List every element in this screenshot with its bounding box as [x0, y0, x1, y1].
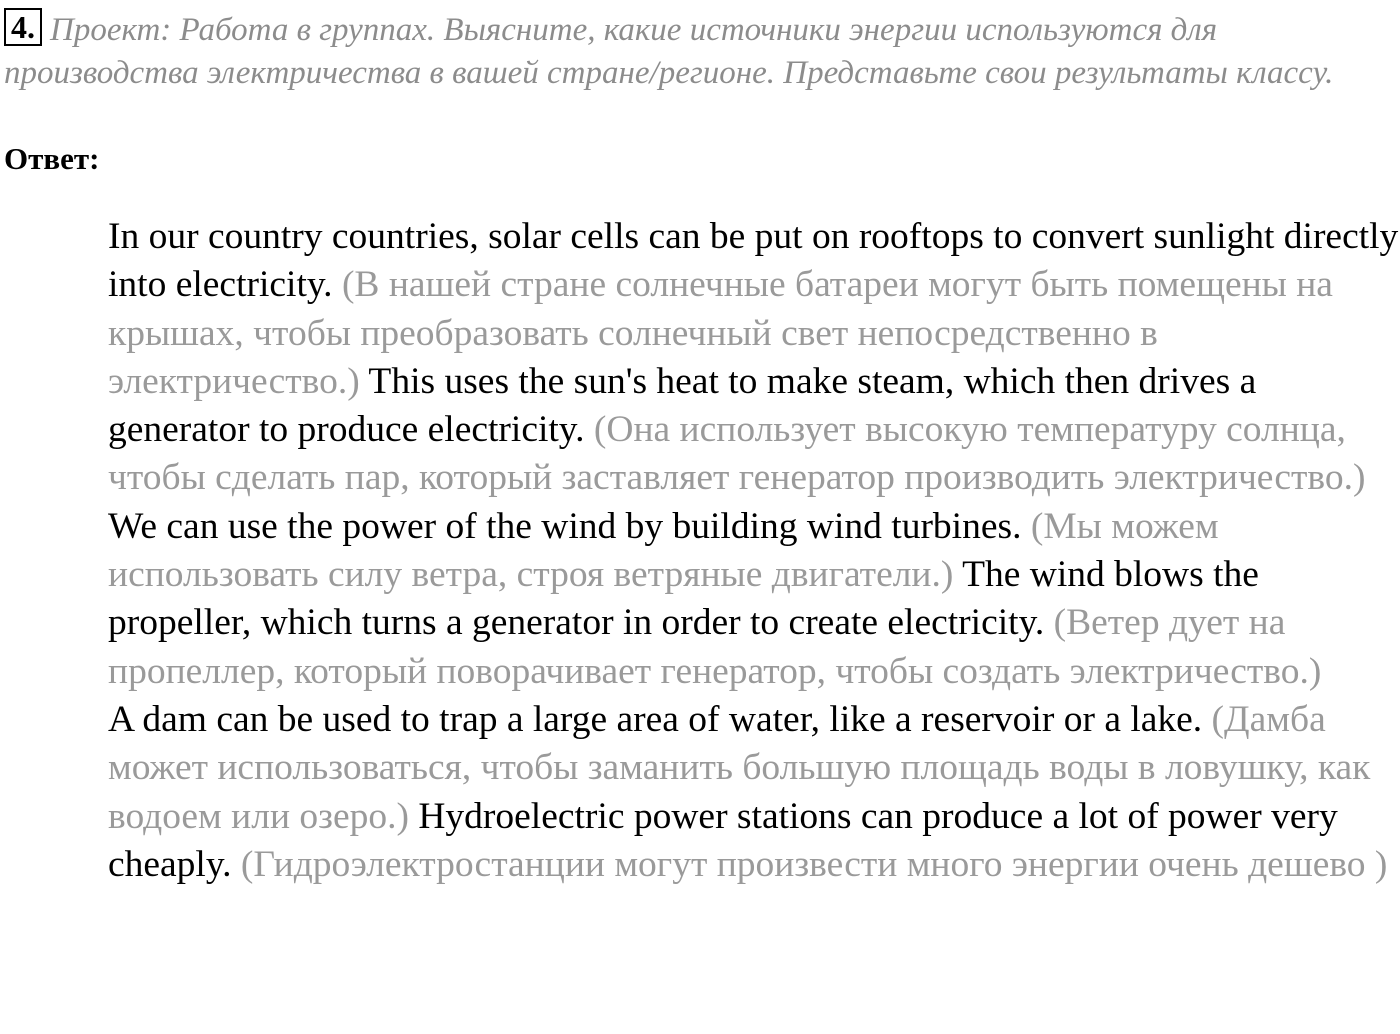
answer-body — [108, 213, 1400, 889]
english-sentence: The wind blows the propeller, which turns a generator in order to create electricity. — [108, 554, 1259, 644]
english-sentence: This uses the sun's heat to make steam, which then drives a generator to produce electricity. — [108, 360, 1257, 451]
russian-translation: (Гидроэлектростанции могут произвести много энергии очень дешево ) — [240, 843, 1388, 885]
english-sentence: Hydroelectric power stations can produce a lot of power very cheaply. — [108, 795, 1338, 885]
russian-translation: (В нашей стране солнечные батареи могут быть помещены на крышах, чтобы преобразовать солнечный свет непосредственно в электричество.) — [108, 264, 1333, 402]
russian-translation: (Она использует высокую температуру солнца, чтобы сделать пар, который заставляет генератор производить электричество.) — [108, 409, 1366, 499]
paragraph-wind — [108, 503, 1400, 696]
task-number: 4. — [4, 8, 42, 46]
paragraph-hydro — [108, 696, 1400, 889]
task-text: Проект: Работа в группах. Выясните, какие источники энергии используются для производства электричества в вашей стране/регионе. Представьте свои результаты классу. — [4, 12, 1334, 91]
answer-label: Ответ: — [4, 141, 100, 176]
english-sentence: A dam can be used to trap a large area of water, like a reservoir or a lake. — [108, 698, 1203, 740]
russian-translation: (Мы можем использовать силу ветра, строя ветряные двигатели.) — [108, 505, 1219, 596]
english-sentence: We can use the power of the wind by building wind turbines. — [108, 505, 1022, 547]
russian-translation: (Дамба может использоваться, чтобы заманить большую площадь воды в ловушку, как водоем или озеро.) — [108, 698, 1371, 837]
paragraph-solar — [108, 213, 1400, 503]
english-sentence: In our country countries, solar cells can be put on rooftops to convert sunlight directly into electricity. — [108, 216, 1399, 306]
russian-translation: (Ветер дует на пропеллер, который поворачивает генератор, чтобы создать электричество.) — [108, 602, 1322, 692]
task-header — [4, 8, 1394, 95]
